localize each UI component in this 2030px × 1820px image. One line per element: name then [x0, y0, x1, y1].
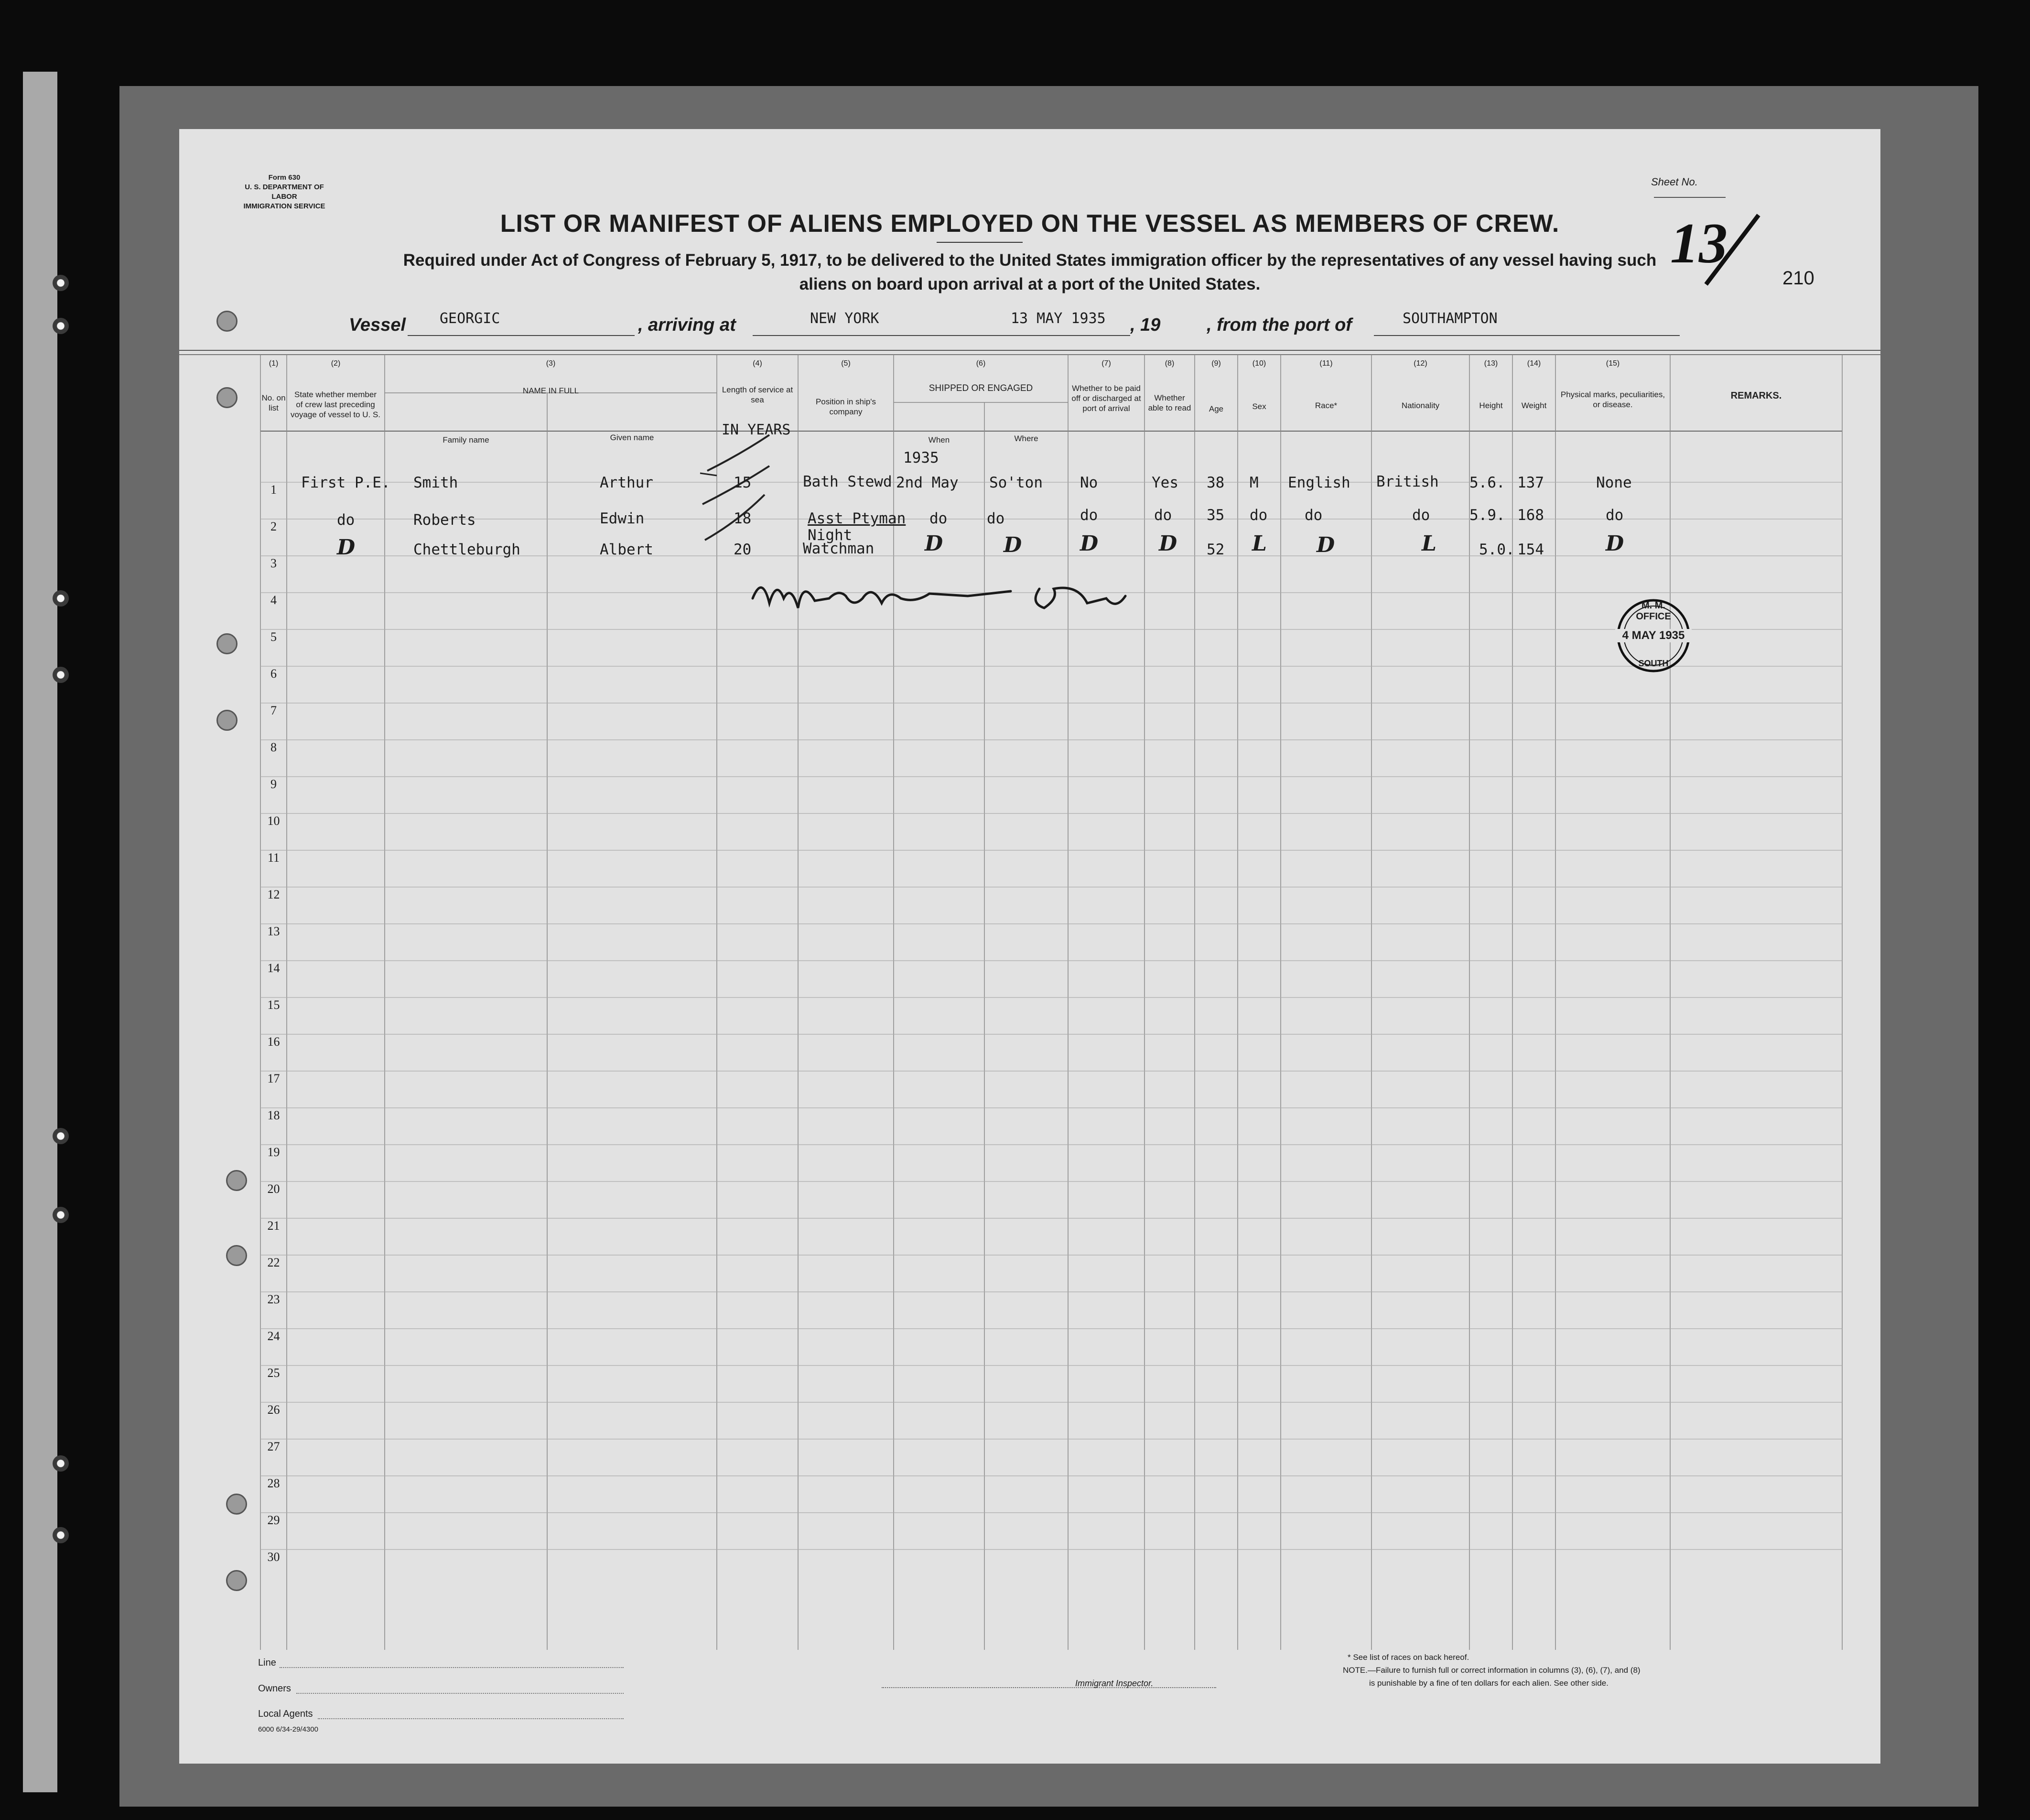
paid-off: D [1080, 531, 1099, 556]
col-head-given-name: Given name [610, 433, 654, 442]
position: Asst Ptyman [808, 510, 906, 527]
weight: 154 [1517, 541, 1544, 558]
vessel-label: Vessel [349, 315, 406, 335]
height: 5.0. [1479, 541, 1515, 558]
position-line-2: Watchman [803, 540, 875, 557]
subtitle-line-1: Required under Act of Congress of February 5, 1917, to be delivered to the United States immigration officer by the representatives of any vessel having such [403, 251, 1657, 270]
shipped-when: D [925, 531, 943, 556]
handwritten-signature [743, 570, 1317, 627]
arrival-date: 13 MAY 1935 [1011, 310, 1106, 327]
row-number: 11 [267, 851, 280, 865]
physical-marks: D [1606, 531, 1624, 556]
col-num-11: (11) [1319, 359, 1333, 368]
row-number: 10 [267, 814, 280, 828]
weight: 137 [1517, 474, 1544, 491]
race: D [1317, 533, 1335, 557]
weight: 168 [1517, 507, 1544, 524]
physical-marks: None [1596, 474, 1632, 491]
shipped-where: So'ton [989, 474, 1043, 491]
col-head-age: Age [1209, 404, 1224, 413]
departure-port: SOUTHAMPTON [1403, 310, 1498, 327]
title-underline [937, 242, 1023, 243]
col-head-read: Whether able to read [1148, 393, 1191, 412]
binder-hole [53, 1128, 69, 1144]
binder-hole [53, 590, 69, 607]
col-head-paid-off: Whether to be paid off or discharged at port of arrival [1071, 384, 1141, 413]
able-to-read: D [1159, 531, 1177, 556]
row-number: 15 [267, 998, 280, 1012]
shipped-where: D [1004, 533, 1022, 557]
row-number: 3 [270, 556, 277, 570]
row-number: 19 [267, 1145, 280, 1159]
row-number: 30 [267, 1550, 280, 1564]
col-num-6: (6) [976, 359, 986, 368]
from-port-label: , from the port of [1207, 315, 1352, 335]
page-title: LIST OR MANIFEST OF ALIENS EMPLOYED ON THE VESSEL AS MEMBERS OF CREW. [500, 210, 1560, 238]
binder-hole [53, 1527, 69, 1543]
shipped-when: 2nd May [896, 474, 959, 491]
col-num-15: (15) [1606, 359, 1620, 368]
col-head-name: NAME IN FULL [522, 386, 579, 395]
shipped-when: do [929, 510, 948, 527]
col-num-8: (8) [1165, 359, 1175, 368]
col-head-race: Race* [1315, 401, 1338, 410]
last-voyage: First P.E. [301, 474, 390, 491]
vessel-name: GEORGIC [440, 310, 500, 327]
service-name: IMMIGRATION SERVICE [243, 202, 325, 210]
col-num-10: (10) [1252, 359, 1266, 368]
row-number: 9 [270, 777, 277, 791]
sheet-number-label: Sheet No. [1651, 176, 1698, 188]
col-head-where: Where [1014, 434, 1038, 443]
binder-hole [53, 1455, 69, 1472]
physical-marks: do [1606, 507, 1624, 524]
row-number: 1 [270, 483, 277, 497]
page-number: 210 [1782, 268, 1814, 289]
able-to-read: Yes [1152, 474, 1178, 491]
nationality: do [1412, 507, 1430, 524]
row-number: 25 [267, 1366, 280, 1380]
row-number: 6 [270, 667, 277, 681]
row-number: 21 [267, 1219, 280, 1233]
department-name: U. S. DEPARTMENT OF LABOR [245, 183, 324, 201]
row-number: 26 [267, 1403, 280, 1417]
age: 38 [1207, 474, 1225, 491]
row-number: 4 [270, 593, 277, 607]
given-name: Edwin [600, 510, 645, 527]
race: do [1305, 507, 1323, 524]
southampton-office-stamp [1615, 597, 1692, 674]
position-line-1: Night [808, 527, 853, 544]
col-head-when: When [928, 435, 950, 444]
col-head-shipped: SHIPPED OR ENGAGED [929, 383, 1033, 393]
given-name: Albert [600, 541, 653, 558]
col-head-sex: Sex [1252, 402, 1266, 411]
manifest-page [179, 129, 1880, 1764]
row-number: 29 [267, 1513, 280, 1527]
form-identifier [237, 173, 332, 211]
penalty-note: NOTE.—Failure to furnish full or correct information in columns (3), (6), (7), and (8) [1343, 1666, 1641, 1675]
row-number: 17 [267, 1072, 280, 1085]
last-voyage: do [337, 511, 355, 529]
row-number: 7 [270, 704, 277, 717]
page-subtitle [323, 249, 1737, 296]
form-number: Form 630 [268, 173, 301, 182]
race: English [1288, 474, 1350, 491]
binder-hole [53, 1207, 69, 1223]
print-code: 6000 6/34-29/4300 [258, 1725, 318, 1733]
row-number: 5 [270, 630, 277, 644]
col-num-13: (13) [1484, 359, 1498, 368]
row-number: 28 [267, 1476, 280, 1490]
age: 52 [1207, 541, 1225, 558]
service-years: 15 [734, 474, 752, 491]
stamp-bottom-text: SOUTH [1638, 659, 1669, 668]
service-years: 18 [734, 510, 752, 527]
col-num-7: (7) [1101, 359, 1111, 368]
col-head-marks: Physical marks, peculiarities, or disease. [1560, 390, 1665, 409]
col-head-nationality: Nationality [1401, 401, 1440, 410]
paid-off: No [1080, 474, 1098, 491]
last-voyage: D [337, 535, 356, 560]
family-name: Roberts [413, 511, 476, 529]
binder-hole [53, 275, 69, 291]
col-head-family-name: Family name [443, 435, 489, 444]
col-head-last-voyage: State whether member of crew last preceding voyage of vessel to U. S. [290, 390, 381, 419]
year-label: , 19 [1130, 315, 1161, 335]
row-number: 20 [267, 1182, 280, 1196]
row-number: 18 [267, 1108, 280, 1122]
col-num-12: (12) [1414, 359, 1427, 368]
col-num-1: (1) [269, 359, 279, 368]
col-num-3: (3) [546, 359, 556, 368]
col-num-9: (9) [1211, 359, 1221, 368]
voyage-details [179, 308, 1880, 337]
row-number: 22 [267, 1256, 280, 1269]
arriving-label: , arriving at [638, 315, 736, 335]
owners-label: Owners [258, 1683, 291, 1694]
row-number: 13 [267, 924, 280, 938]
row-number: 2 [270, 520, 277, 533]
races-note: * See list of races on back hereof. [1348, 1653, 1469, 1662]
pencil-check-marks [698, 425, 784, 559]
position: Bath Stewd [803, 473, 892, 490]
local-agents-label: Local Agents [258, 1709, 313, 1719]
row-number: 27 [267, 1440, 280, 1453]
col-num-14: (14) [1527, 359, 1541, 368]
nationality: British [1376, 473, 1439, 490]
family-name: Chettleburgh [413, 541, 520, 558]
nationality: L [1422, 531, 1436, 556]
sex: do [1250, 507, 1268, 524]
row-number: 8 [270, 740, 277, 754]
family-name: Smith [413, 474, 458, 491]
service-in-years-stamp: IN YEARS [722, 422, 791, 438]
row-number: 23 [267, 1292, 280, 1306]
binder-hole [53, 318, 69, 334]
sheet-number-field [1651, 176, 1766, 201]
shipped-year: 1935 [903, 449, 939, 466]
height: 5.6. [1469, 474, 1505, 491]
sex: M [1250, 474, 1259, 491]
service-years: 20 [734, 541, 752, 558]
paid-off: do [1080, 507, 1098, 524]
binder-hole [53, 667, 69, 683]
stamp-top-text: M. M. OFFICE [1636, 600, 1671, 622]
row-number: 24 [267, 1329, 280, 1343]
col-head-position: Position in ship's company [815, 397, 876, 416]
col-num-5: (5) [841, 359, 851, 368]
handwritten-sheet-number: 13 [1670, 211, 1728, 275]
col-head-weight: Weight [1521, 401, 1547, 410]
sex: L [1252, 531, 1267, 556]
col-num-4: (4) [753, 359, 762, 368]
arrival-port: NEW YORK [810, 310, 879, 327]
able-to-read: do [1154, 507, 1172, 524]
col-num-2: (2) [331, 359, 341, 368]
stamp-date: 4 MAY 1935 [1615, 629, 1692, 642]
col-head-remarks: REMARKS. [1730, 390, 1782, 401]
age: 35 [1207, 507, 1225, 524]
penalty-note-continued: is punishable by a fine of ten dollars for each alien. See other side. [1369, 1679, 1609, 1688]
inspector-label: Immigrant Inspector. [1075, 1679, 1154, 1688]
col-head-service: Length of service at sea [722, 385, 793, 404]
row-number: 12 [267, 888, 280, 901]
height: 5.9. [1469, 507, 1505, 524]
given-name: Arthur [600, 474, 653, 491]
col-head-no: No. on list [261, 393, 286, 412]
col-head-height: Height [1479, 401, 1503, 410]
row-number: 16 [267, 1035, 280, 1049]
subtitle-line-2: aliens on board upon arrival at a port of the United States. [799, 275, 1261, 293]
row-number: 14 [267, 961, 280, 975]
shipped-where: do [987, 510, 1005, 527]
line-label: Line [258, 1658, 276, 1668]
